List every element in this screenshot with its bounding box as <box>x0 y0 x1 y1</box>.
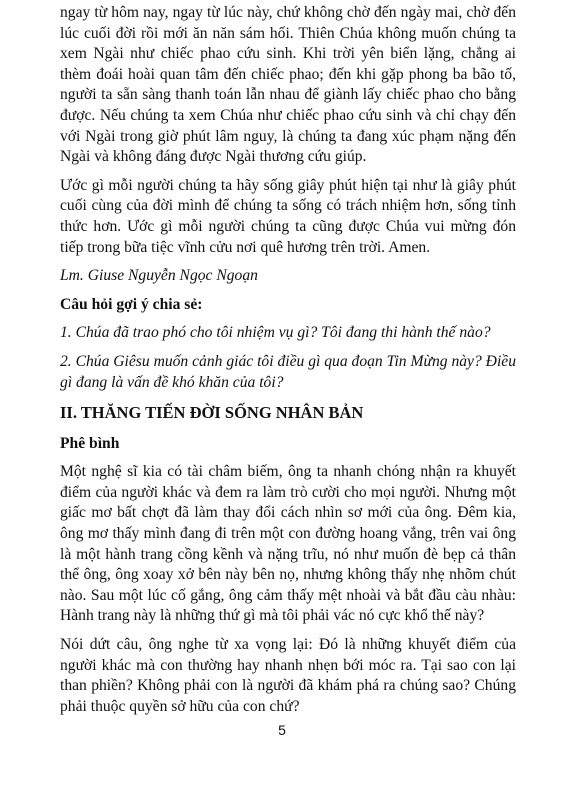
question-1: 1. Chúa đã trao phó cho tôi nhiệm vụ gì? Tôi đang thi hành thế nào? <box>60 324 491 342</box>
paragraph-story: Một nghệ sĩ kia có tài châm biếm, ông ta nhanh chóng nhận ra khuyết điểm của người khác và đem ra làm trò cười cho mọi người. Nhưng một giấc mơ bất chợt đã làm thay đổi cách nhìn sơ mới của ông. Đêm kia, ông mơ thấy mình đang đi trên một con đường hoang vắng, trên vai ông là một hành trang cồng kềnh và nặng trĩu, nó như muốn đè bẹp cả thân thể ông, ông xoay xở bên này bên nọ, nhưng không thấy nhẹ nhõm chút nào. Sau một lúc cố gắng, ông cảm thấy mệt nhoài và bắt đầu càu nhàu: Hành trang này là những thứ gì mà tôi phải vác nó cực khổ thế này? <box>60 463 516 625</box>
section-title: II. THĂNG TIẾN ĐỜI SỐNG NHÂN BẢN <box>60 403 364 423</box>
question-2: 2. Chúa Giêsu muốn cảnh giác tôi điều gì qua đoạn Tin Mừng này? Điều gì đang là vấn đề khó khăn của tôi? <box>60 352 516 391</box>
page-number: 5 <box>278 722 286 738</box>
paragraph-story-end: Nói dứt câu, ông nghe từ xa vọng lại: Đó là những khuyết điểm của người khác mà con thường hay nhanh nhẹn bới móc ra. Tại sao con lại than phiền? Không phải con là người đã khám phá ra chúng sao? Chúng phải thuộc quyền sở hữu của con chứ? <box>60 636 516 715</box>
questions-heading: Câu hỏi gợi ý chia sẻ: <box>60 295 203 313</box>
paragraph-prayer: Ước gì mỗi người chúng ta hãy sống giây phút hiện tại như là giây phút cuối cùng của đời mình để chúng ta sống có trách nhiệm hơn, sống tỉnh thức hơn. Ước gì mỗi người chúng ta cũng được Chúa vui mừng đón tiếp trong bữa tiệc vĩnh cửu nơi quê hương trên trời. Amen. <box>60 176 516 256</box>
author-signature: Lm. Giuse Nguyễn Ngọc Ngoạn <box>60 267 258 285</box>
subsection-title: Phê bình <box>60 434 120 452</box>
paragraph-intro: ngay từ hôm nay, ngay từ lúc này, chứ không chờ đến ngày mai, chờ đến lúc cuối đời rồi mới ăn năn sám hối. Thiên Chúa không muốn chúng ta xem Ngài như chiếc phao cứu sinh. Khi trời yên biển lặng, chẳng ai thèm đoái hoài quan tâm đến chiếc phao; đến khi gặp phong ba bão tố, người ta sẵn sàng thanh toán lẫn nhau để giành lấy chiếc phao cho bằng được. Nếu chúng ta xem Chúa như chiếc phao cứu sinh và chỉ chạy đến với Ngài trong giờ phút lâm nguy, là chúng ta đang xúc phạm nặng đến Ngài và không đáng được Ngài thương cứu giúp. <box>60 4 516 166</box>
